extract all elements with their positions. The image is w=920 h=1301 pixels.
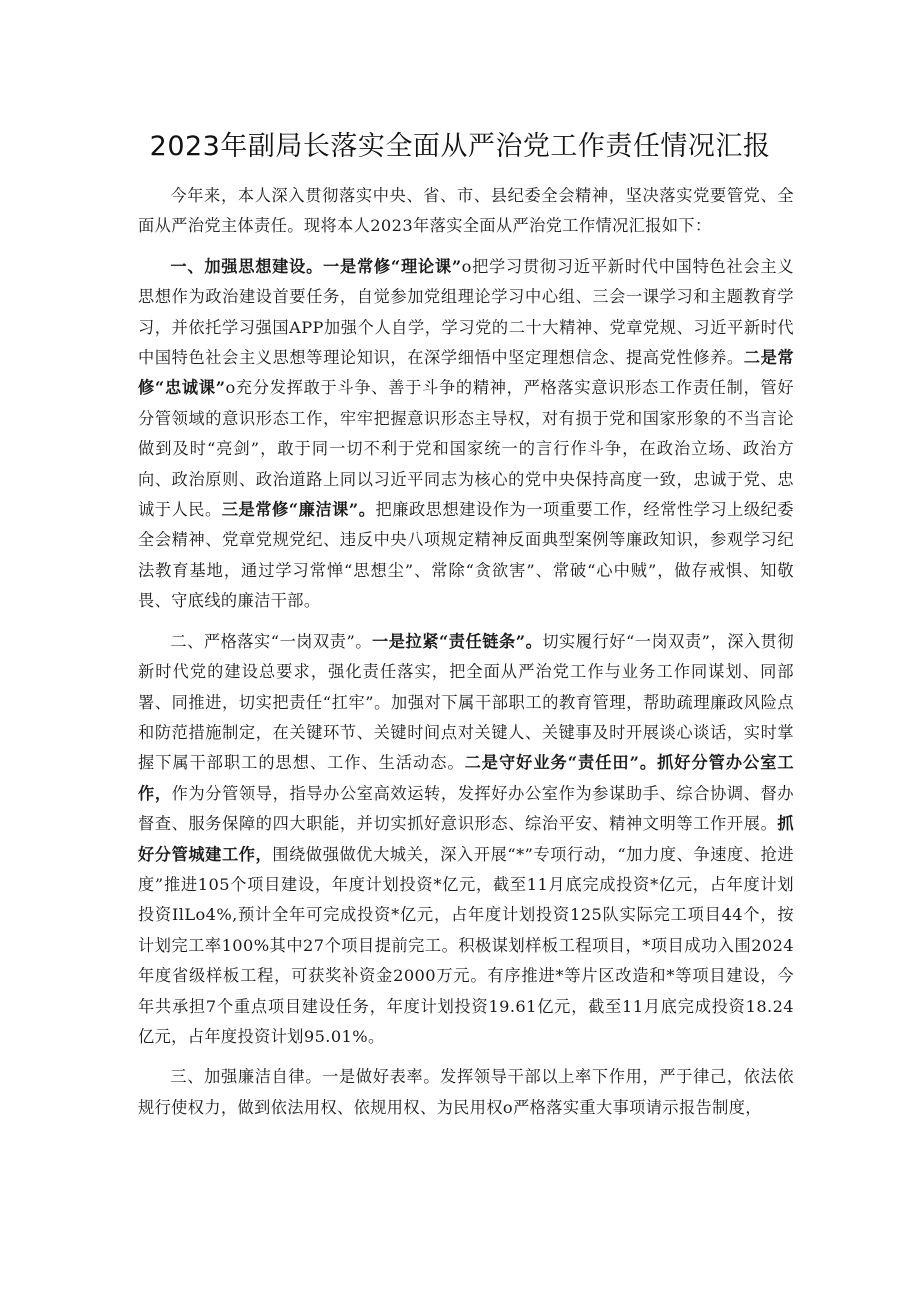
intro-paragraph <box>138 181 794 242</box>
section-2-sub1-label: 一是拉紧“责任链条”。 <box>372 631 543 651</box>
document-title: 2023年副局长落实全面从严治党工作责任情况汇报 <box>149 131 771 162</box>
section-1-sub1-text: o把学习贯彻习近平新时代中国特色社会主义思想作为政治建设首要任务，自觉参加党组理论学习中心组、三会一课学习和主题教育学习，并依托学习强国APP加强个人自学，学习党的二十大精神、党章党规、习近平新时代中国特色社会主义思想等理论知识，在深学细悟中坚定理想信念、提高党性修养。 <box>138 256 794 368</box>
section-1-paragraph <box>138 252 794 617</box>
section-3-paragraph <box>138 1062 794 1123</box>
intro-text: 今年来，本人深入贯彻落实中央、省、市、县纪委全会精神，坚决落实党要管党、全面从严治党主体责任。现将本人2023年落实全面从严治党工作情况汇报如下： <box>138 186 794 236</box>
section-2-sub3-bold: 抓好分管城建工作， <box>138 814 794 864</box>
section-1-heading: 一、加强思想建设。 <box>170 256 324 276</box>
section-1-sub3-text: 把廉政思想建设作为一项重要工作，经常性学习上级纪委全会精神、党章党规党纪、违反中央八项规定精神反面典型案例等廉政知识，参观学习纪法教育基地，通过学习常惮“思想尘”、常除“贪欲害”、常破“心中贼”，做存戒惧、知敬畏、守底线的廉洁干部。 <box>138 500 795 611</box>
section-1-sub1-label: 一是常修“理论课” <box>323 256 462 276</box>
section-2-sub2-label: 二是守好业务“责任田”。 <box>464 753 658 773</box>
section-1-sub2-label: 二是常修“忠诚课” <box>138 348 794 398</box>
section-2-heading: 二、严格落实“一岗双责”。 <box>170 631 373 651</box>
section-1-sub3-label: 三是常修“廉洁课”。 <box>221 500 376 520</box>
section-2-sub3-text: 围绕做强做优大城关，深入开展“*”专项行动，“加力度、争速度、抢进度”推进105个项目建设，年度计划投资*亿元，截至11月底完成投资*亿元，占年度计划投资IlLo4%,预计全年可完成投资*亿元，占年度计划投资125队实际完工项目44个，按计划完工率100%其中27个项目提前完工。积极谋划样板工程项目，*项目成功入围2024年度省级样板工程，可获奖补资金2000万元。有序推进*等片区改造和*等项目建设，今年共承担7个重点项目建设任务，年度计划投资19.61亿元，截至11月底完成投资18.24亿元，占年度投资计划95.01%。 <box>138 844 794 1046</box>
section-1-sub2-text: o充分发挥敢于斗争、善于斗争的精神，严格落实意识形态工作责任制，管好分管领域的意识形态工作，牢牢把握意识形态主导权，对有损于党和国家形象的不当言论做到及时“亮剑”，敢于同一切不利于党和国家统一的言行作斗争，在政治立场、政治方向、政治原则、政治道路上同以习近平同志为核心的党中央保持高度一致，忠诚于党、忠诚于人民。 <box>138 378 795 520</box>
section-2-sub2-bold: 抓好分管办公室工作， <box>138 753 794 803</box>
section-3-text: 三、加强廉洁自律。一是做好表率。发挥领导干部以上率下作用，严于律己，依法依规行使权力，做到依法用权、依规用权、为民用权o严格落实重大事项请示报告制度， <box>138 1067 794 1117</box>
section-2-paragraph <box>138 627 794 1053</box>
document-body <box>138 181 794 1123</box>
section-2-sub1-text: 切实履行好“一岗双责”，深入贯彻新时代党的建设总要求，强化责任落实，把全面从严治党工作与业务工作同谋划、同部署、同推进，切实把责任“扛牢”。加强对下属干部职工的教育管理，帮助疏理廉政风险点和防范措施制定，在关键环节、关键时间点对关键人、关键事及时开展谈心谈话，实时掌握下属干部职工的思想、工作、生活动态。 <box>138 631 794 773</box>
section-2-sub2-text: 作为分管领导，指导办公室高效运转，发挥好办公室作为参谋助手、综合协调、督办督查、服务保障的四大职能，并切实抓好意识形态、综治平安、精神文明等工作开展。 <box>138 783 794 834</box>
